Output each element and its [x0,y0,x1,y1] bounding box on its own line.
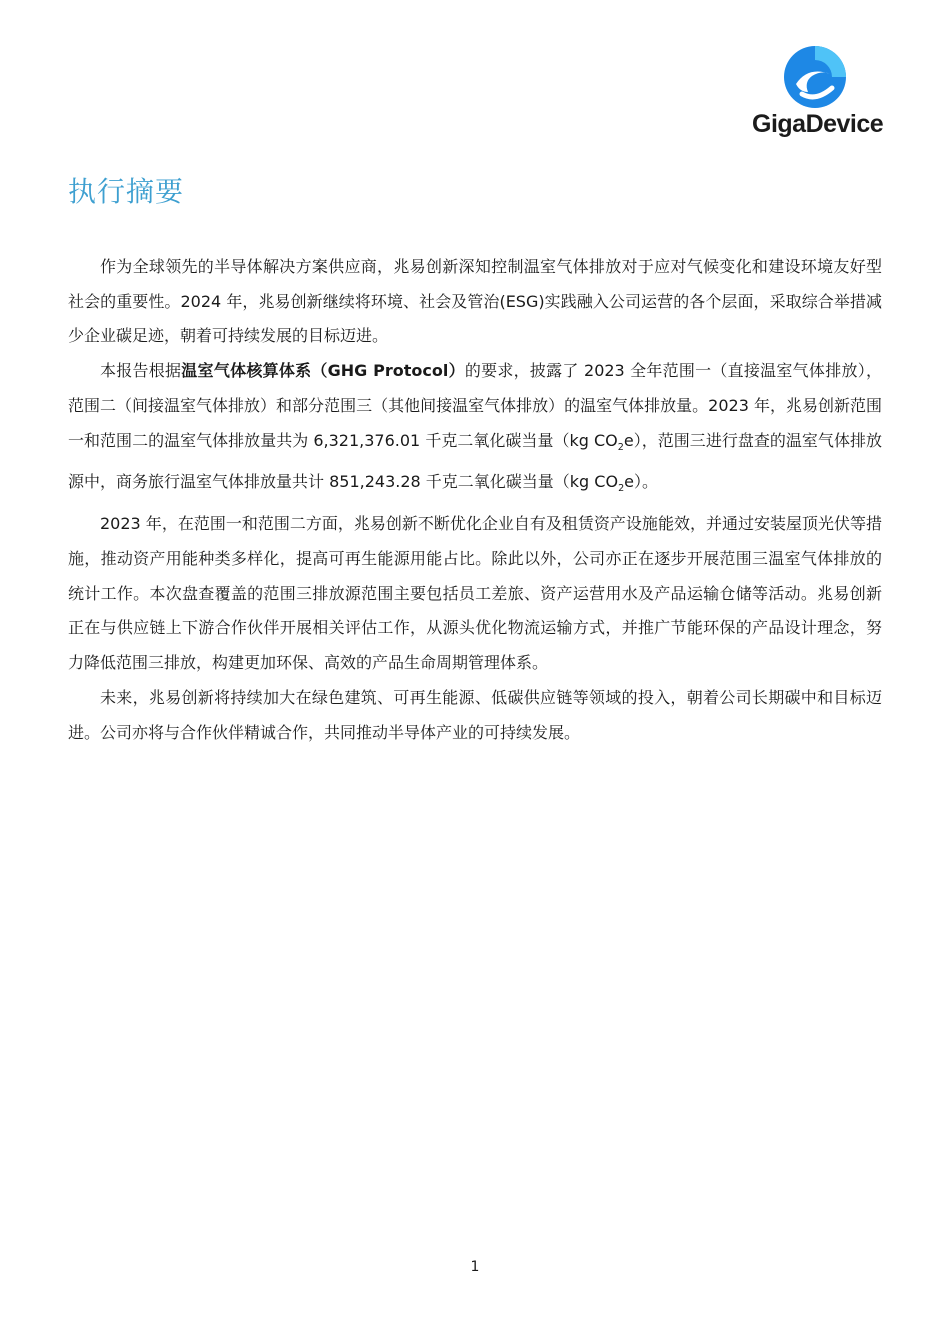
page-number: 1 [470,1259,480,1275]
emissions-text-mid2: e），范围三进行盘查的温室气体排放源中，商务旅行温室气体排放量共计 851,243.28 千克二氧化碳当量（kg CO [68,430,882,492]
paragraph-intro: 作为全球领先的半导体解决方案供应商，兆易创新深知控制温室气体排放对于应对气候变化和建设环境友好型社会的重要性。2024 年，兆易创新继续将环境、社会及管治(ESG)实践融入公司运营的各个层面，采取综合举措减少企业碳足迹，朝着可持续发展的目标迈进。 [68,257,882,346]
company-logo [752,44,882,144]
page-title: 执行摘要 [68,175,185,208]
paragraph-measures: 2023 年，在范围一和范围二方面，兆易创新不断优化企业自有及租赁资产设施能效，并通过安装屋顶光伏等措施，推动资产用能种类多样化，提高可再生能源用能占比。除此以外，公司亦正在逐步开展范围三温室气体排放的统计工作。本次盘查覆盖的范围三排放源范围主要包括员工差旅、资产运营用水及产品运输仓储等活动。兆易创新正在与供应链上下游合作伙伴开展相关评估工作，从源头优化物流运输方式，并推广节能环保的产品设计理念，努力降低范围三排放，构建更加环保、高效的产品生命周期管理体系。 [68,514,882,673]
paragraph-outlook: 未来，兆易创新将持续加大在绿色建筑、可再生能源、低碳供应链等领域的投入，朝着公司长期碳中和目标迈进。公司亦将与合作伙伴精诚合作，共同推动半导体产业的可持续发展。 [68,687,882,742]
logo-wordmark: GigaDevice [752,110,884,138]
emissions-text-end: e）。 [624,472,659,492]
paragraph-emissions [68,354,882,507]
emissions-text-mid1: 的要求，披露了 2023 全年范围一（直接温室气体排放），范围二（间接温室气体排放）和部分范围三（其他间接温室气体排放）的温室气体排放量。2023 年，兆易创新范围一和范围二的温室气体排放量共为 6,321,376.01 千克二氧化碳当量（kg CO [68,361,882,450]
document-body [68,250,882,750]
ghg-protocol-term: 温室气体核算体系（GHG Protocol） [181,361,465,381]
gigadevice-logo-mark-icon [782,44,848,110]
co2-subscript-2: 2 [618,483,625,495]
emissions-text-pre: 本报告根据 [100,361,182,381]
co2-subscript-1: 2 [617,441,624,453]
